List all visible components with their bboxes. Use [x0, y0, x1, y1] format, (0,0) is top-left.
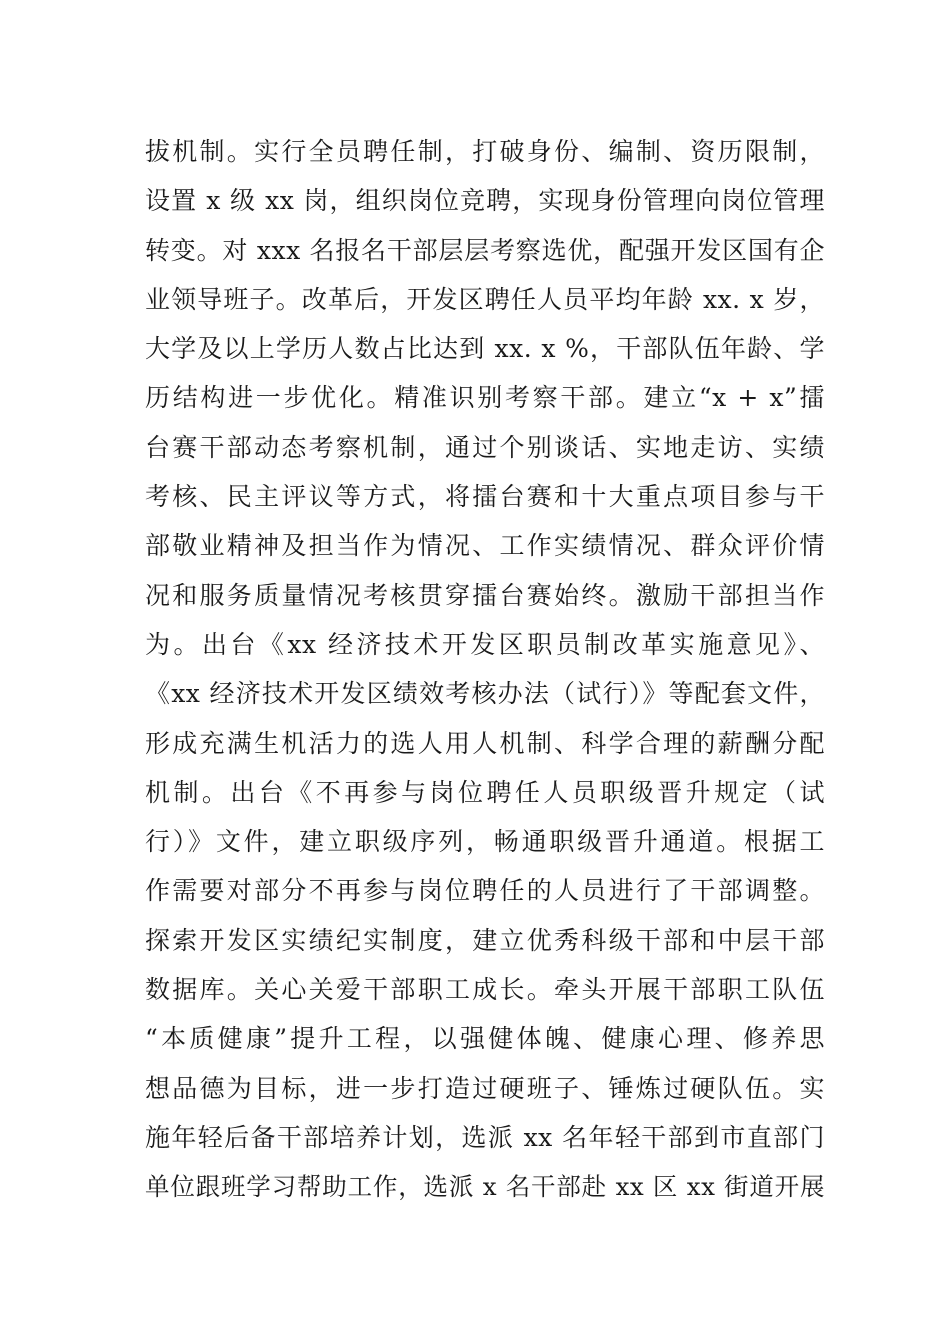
text-line: 部敬业精神及担当作为情况、工作实绩情况、群众评价情: [145, 531, 825, 561]
text-line: 想品德为目标，进一步打造过硬班子、锤炼过硬队伍。实: [145, 1073, 825, 1103]
body-text: [145, 127, 825, 1212]
text-line: 施年轻后备干部培养计划，选派 xx 名年轻干部到市直部门: [145, 1122, 825, 1152]
text-line: 考核、民主评议等方式，将擂台赛和十大重点项目参与干: [145, 482, 825, 512]
text-line: 拔机制。实行全员聘任制，打破身份、编制、资历限制，: [145, 137, 825, 166]
text-line: 历结构进一步优化。精准识别考察干部。建立“x + x”擂: [145, 383, 825, 413]
text-line: 为。出台《xx 经济技术开发区职员制改革实施意见》、: [145, 629, 825, 659]
text-line: 形成充满生机活力的选人用人机制、科学合理的薪酬分配: [145, 728, 825, 758]
text-line: 单位跟班学习帮助工作，选派 x 名干部赴 xx 区 xx 街道开展: [145, 1172, 825, 1202]
text-line: 转变。对 xxx 名报名干部层层考察选优，配强开发区国有企: [145, 235, 825, 265]
text-line: 数据库。关心关爱干部职工成长。牵头开展干部职工队伍: [145, 975, 825, 1005]
text-line: 设置 x 级 xx 岗，组织岗位竞聘，实现身份管理向岗位管理: [145, 186, 825, 216]
text-line: 机制。出台《不再参与岗位聘任人员职级晋升规定（试: [145, 777, 825, 807]
text-line: 探索开发区实绩纪实制度，建立优秀科级干部和中层干部: [145, 925, 825, 955]
text-line: 台赛干部动态考察机制，通过个别谈话、实地走访、实绩: [145, 432, 825, 462]
text-line: 业领导班子。改革后，开发区聘任人员平均年龄 xx. x 岁，: [145, 284, 825, 314]
text-line: 行）》文件，建立职级序列，畅通职级晋升通道。根据工: [145, 827, 825, 857]
text-line: 大学及以上学历人数占比达到 xx. x %，干部队伍年龄、学: [145, 334, 825, 364]
text-line: 况和服务质量情况考核贯穿擂台赛始终。激励干部担当作: [145, 580, 825, 610]
text-line: 作需要对部分不再参与岗位聘任的人员进行了干部调整。: [145, 876, 825, 906]
text-line: “本质健康”提升工程，以强健体魄、健康心理、修养思: [145, 1024, 825, 1054]
text-line: 《xx 经济技术开发区绩效考核办法（试行）》等配套文件，: [145, 679, 825, 709]
